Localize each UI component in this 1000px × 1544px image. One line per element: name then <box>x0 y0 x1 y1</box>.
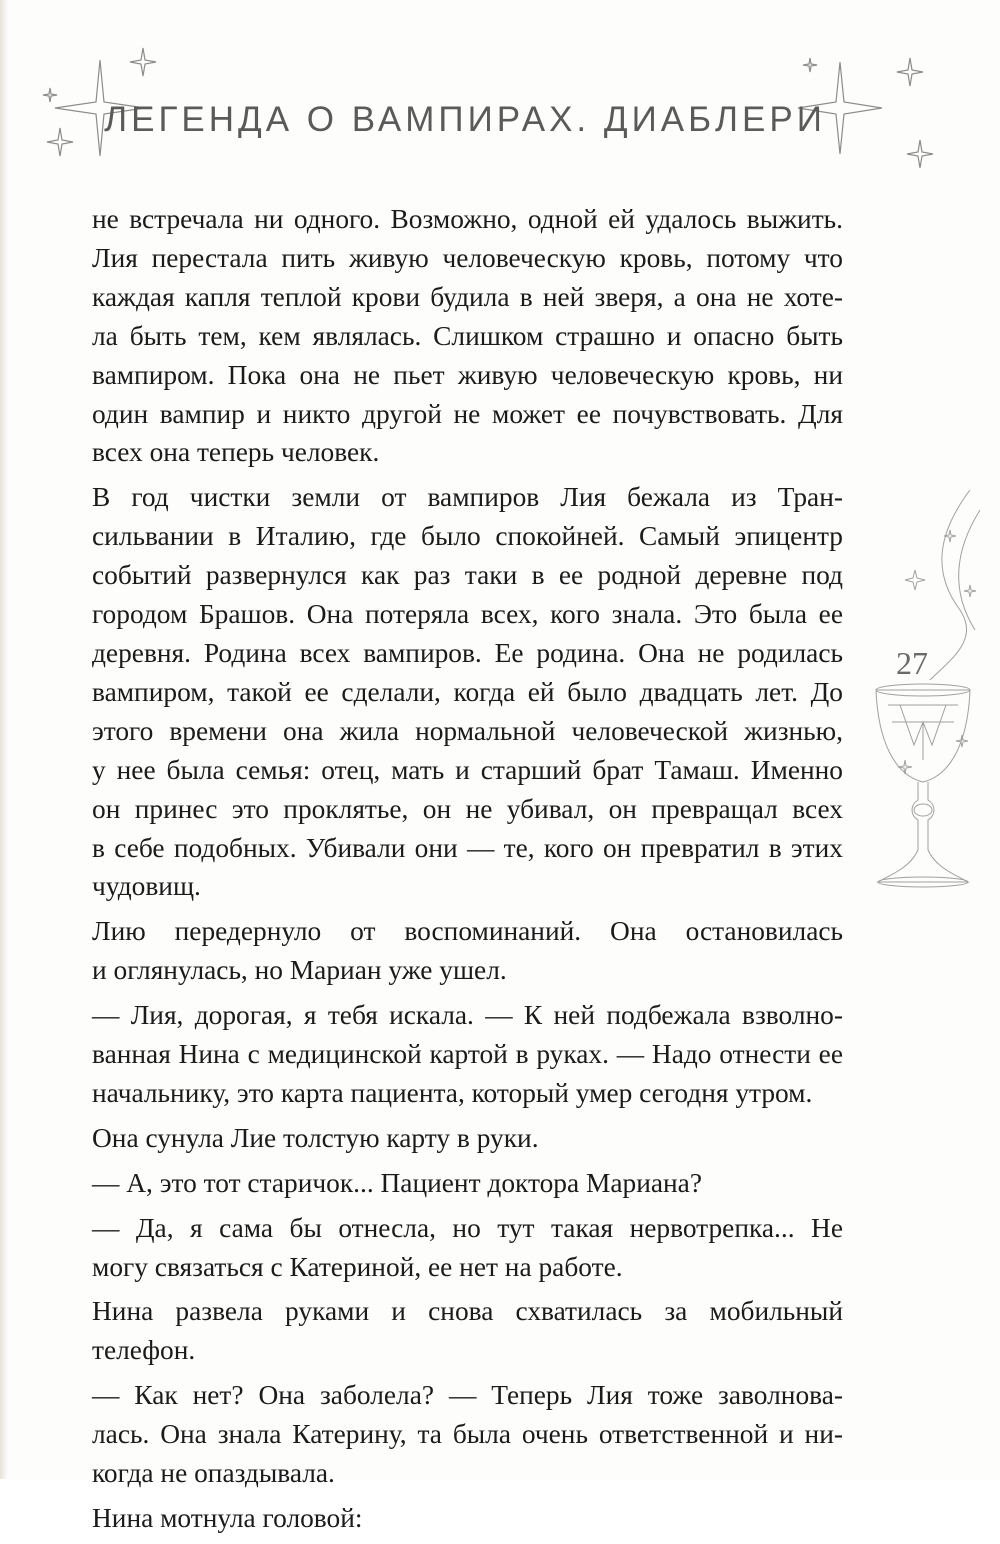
paragraph <box>92 1499 843 1538</box>
text-line: телефон. <box>92 1335 196 1366</box>
page-edge-shadow <box>0 0 8 1479</box>
text-line: городом Брашов. Она потеряла всех, кого знала. Это была ее <box>92 599 843 630</box>
text-line: в себе подобных. Убивали они — те, кого он превратил в этих <box>92 832 843 863</box>
text-line: деревня. Родина всех вампиров. Ее родина. Она не родилась <box>92 637 843 668</box>
text-line: сильвании в Италию, где было спокойней. Самый эпицентр <box>92 521 843 552</box>
text-line: ванная Нина с медицинской картой в руках. — Надо отнести ее <box>92 1039 843 1070</box>
text-line: Лия перестала пить живую человеческую кровь, потому что <box>92 242 843 273</box>
text-line: один вампир и никто другой не может ее почувствовать. Для <box>92 398 843 429</box>
text-line: чудовищ. <box>92 871 201 902</box>
text-line: В год чистки земли от вампиров Лия бежала из Тран- <box>92 482 843 513</box>
text-line: каждая капля теплой крови будила в ней зверя, а она не хоте- <box>92 281 843 312</box>
paragraph <box>92 1119 843 1158</box>
text-line: — Лия, дорогая, я тебя искала. — К ней подбежала взволно- <box>92 1000 843 1031</box>
paragraph <box>92 1292 843 1370</box>
text-line: Она сунула Лие толстую карту в руки. <box>92 1122 539 1153</box>
paragraph <box>92 1376 843 1493</box>
running-header-title: ЛЕГЕНДА О ВАМПИРАХ. ДИАБЛЕРИ <box>104 100 826 139</box>
text-line: — Да, я сама бы отнесла, но тут такая нервотрепка... Не <box>92 1212 843 1243</box>
text-line: вампиром, такой ее сделали, когда ей было двадцать лет. До <box>92 676 843 707</box>
text-line: этого времени она жила нормальной человеческой жизнью, <box>92 715 843 746</box>
text-line: — Как нет? Она заболела? — Теперь Лия тоже заволнова- <box>92 1380 843 1411</box>
paragraph <box>92 200 843 472</box>
paragraph <box>92 1164 843 1203</box>
text-line: ла быть тем, кем являлась. Слишком страшно и опасно быть <box>92 320 843 351</box>
text-line: не встречала ни одного. Возможно, одной ей удалось выжить. <box>92 204 843 234</box>
page-number: 27 <box>896 645 928 681</box>
text-line: вампиром. Пока она не пьет живую человеческую кровь, ни <box>92 359 843 390</box>
text-line: — А, это тот старичок... Пациент доктора Мариана? <box>92 1167 702 1198</box>
text-line: Лию передернуло от воспоминаний. Она остановилась <box>92 916 843 947</box>
text-line: начальнику, это карта пациента, который умер сегодня утром. <box>92 1077 813 1108</box>
body-text <box>92 200 843 1544</box>
text-line: когда не опаздывала. <box>92 1458 335 1489</box>
text-line: событий развернулся как раз таки в ее родной деревне под <box>92 560 843 591</box>
text-line: Нина мотнула головой: <box>92 1503 363 1533</box>
text-line: Нина развела руками и снова схватилась за мобильный <box>92 1296 843 1327</box>
paragraph <box>92 478 843 906</box>
goblet-ornament-icon <box>870 490 1000 904</box>
text-line: у нее была семья: отец, мать и старший брат Тамаш. Именно <box>92 754 843 785</box>
paragraph <box>92 996 843 1113</box>
paragraph <box>92 1209 843 1287</box>
paragraph <box>92 912 843 990</box>
text-line: всех она теперь человек. <box>92 437 380 468</box>
text-line: он принес это проклятье, он не убивал, он превращал всех <box>92 793 843 824</box>
text-line: лась. Она знала Катерину, та была очень ответственной и ни- <box>92 1419 843 1450</box>
text-line: и оглянулась, но Мариан уже ушел. <box>92 955 507 986</box>
text-line: могу связаться с Катериной, ее нет на работе. <box>92 1251 623 1282</box>
